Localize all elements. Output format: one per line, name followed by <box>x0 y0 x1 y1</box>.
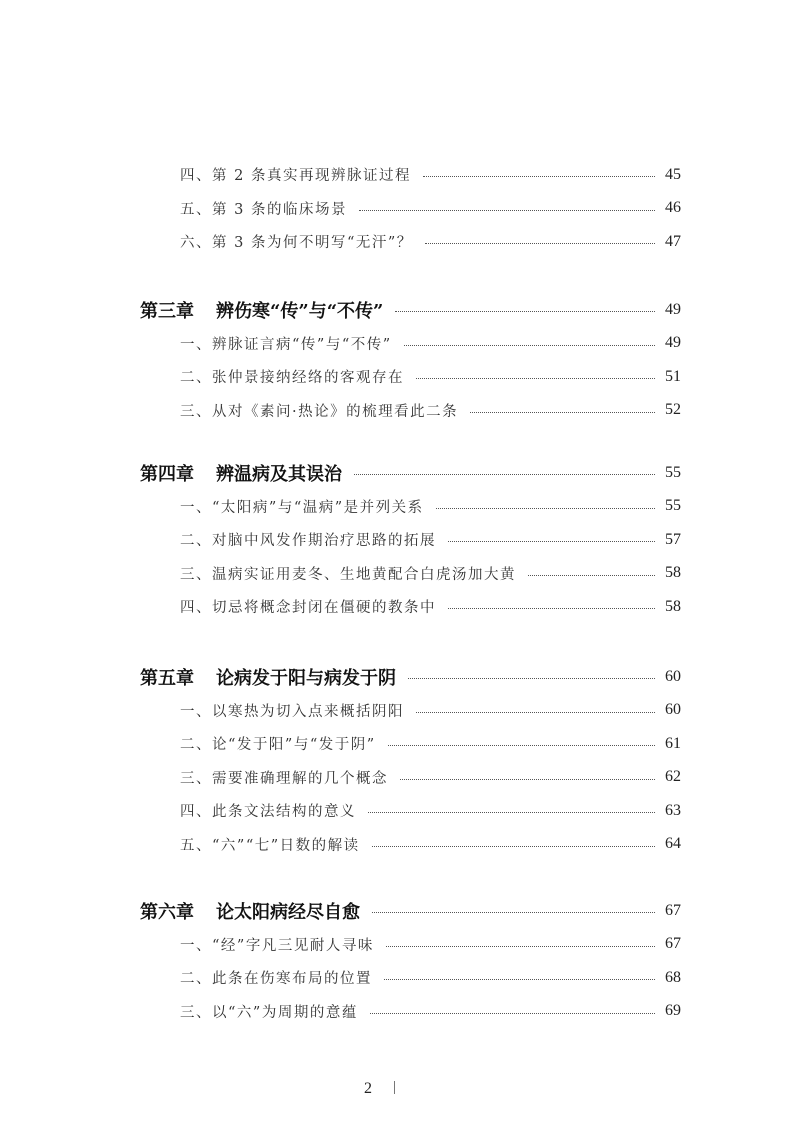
toc-section <box>140 660 681 861</box>
dot-leader <box>386 946 655 947</box>
dot-leader <box>448 541 655 542</box>
dot-leader <box>470 412 655 413</box>
entry-page: 62 <box>665 768 681 786</box>
entry-title: 一、“太阳病”与“温病”是并列关系 <box>180 499 424 516</box>
toc-entry[interactable] <box>140 158 681 192</box>
chapter-number: 第六章 <box>140 901 194 923</box>
chapter-page: 55 <box>665 463 681 481</box>
chapter-heading[interactable] <box>140 894 681 928</box>
toc-entry[interactable] <box>140 828 681 862</box>
dot-leader <box>423 176 655 177</box>
entry-title: 二、论“发于阳”与“发于阴” <box>180 737 376 754</box>
entry-page: 69 <box>665 1002 681 1020</box>
entry-title: 三、需要准确理解的几个概念 <box>180 770 388 787</box>
dot-leader <box>416 378 655 379</box>
toc-section <box>140 456 681 624</box>
toc-entry[interactable] <box>140 761 681 795</box>
dot-leader <box>384 979 655 980</box>
dot-leader <box>436 508 655 509</box>
entry-page: 68 <box>665 968 681 986</box>
entry-title: 二、对脑中风发作期治疗思路的拓展 <box>180 533 436 550</box>
entry-page: 51 <box>665 367 681 385</box>
dot-leader <box>359 210 655 211</box>
entry-page: 49 <box>665 334 681 352</box>
chapter-number: 第三章 <box>140 300 194 322</box>
entry-title: 三、温病实证用麦冬、生地黄配合白虎汤加大黄 <box>180 566 516 583</box>
toc-entry[interactable] <box>140 394 681 428</box>
entry-title: 三、以“六”为周期的意蕴 <box>180 1004 358 1021</box>
chapter-page: 67 <box>665 901 681 919</box>
entry-title: 四、此条文法结构的意义 <box>180 804 356 821</box>
toc-entry[interactable] <box>140 192 681 226</box>
page-number: 2 <box>364 1080 372 1097</box>
dot-leader <box>395 311 655 312</box>
entry-page: 47 <box>665 232 681 250</box>
entry-title: 二、张仲景接纳经络的客观存在 <box>180 370 404 387</box>
entry-title: 五、“六”“七”日数的解读 <box>180 837 360 854</box>
chapter-page: 49 <box>665 300 681 318</box>
entry-page: 63 <box>665 801 681 819</box>
dot-leader <box>408 678 655 679</box>
dot-leader <box>368 812 655 813</box>
chapter-title: 论太阳病经尽自愈 <box>216 901 360 923</box>
chapter-label <box>140 898 360 924</box>
chapter-heading[interactable] <box>140 660 681 694</box>
toc-entry[interactable] <box>140 225 681 259</box>
dot-leader <box>404 345 655 346</box>
toc-entry[interactable] <box>140 327 681 361</box>
entry-page: 52 <box>665 401 681 419</box>
dot-leader <box>448 608 655 609</box>
toc-section <box>140 293 681 427</box>
dot-leader <box>388 745 655 746</box>
dot-leader <box>416 712 655 713</box>
entry-title: 四、第 2 条真实再现辨脉证过程 <box>180 168 411 185</box>
chapter-title: 辨伤寒“传”与“不传” <box>216 300 384 322</box>
dot-leader <box>372 846 655 847</box>
toc-section <box>140 894 681 1028</box>
entry-title: 一、“经”字凡三见耐人寻味 <box>180 937 374 954</box>
entry-page: 58 <box>665 597 681 615</box>
entry-page: 46 <box>665 199 681 217</box>
toc-section <box>140 158 681 259</box>
chapter-label <box>140 664 396 690</box>
toc-entry[interactable] <box>140 694 681 728</box>
toc-entry[interactable] <box>140 995 681 1029</box>
entry-title: 二、此条在伤寒布局的位置 <box>180 971 372 988</box>
entry-title: 四、切忌将概念封闭在僵硬的教条中 <box>180 600 436 617</box>
entry-page: 61 <box>665 734 681 752</box>
entry-page: 67 <box>665 935 681 953</box>
dot-leader <box>370 1013 655 1014</box>
dot-leader <box>372 912 655 913</box>
entry-title: 五、第 3 条的临床场景 <box>180 201 347 218</box>
entry-page: 55 <box>665 497 681 515</box>
toc-entry[interactable] <box>140 490 681 524</box>
toc-entry[interactable] <box>140 928 681 962</box>
chapter-number: 第五章 <box>140 667 194 689</box>
chapter-label <box>140 460 342 486</box>
dot-leader <box>528 575 655 576</box>
toc-entry[interactable] <box>140 727 681 761</box>
chapter-label <box>140 297 383 323</box>
toc-entry[interactable] <box>140 794 681 828</box>
entry-title: 六、第 3 条为何不明写“无汗”？ <box>180 235 413 252</box>
entry-page: 60 <box>665 701 681 719</box>
chapter-heading[interactable] <box>140 456 681 490</box>
entry-page: 64 <box>665 835 681 853</box>
dot-leader <box>425 243 655 244</box>
toc-entry[interactable] <box>140 557 681 591</box>
toc-entry[interactable] <box>140 590 681 624</box>
toc-entry[interactable] <box>140 360 681 394</box>
entry-page: 45 <box>665 165 681 183</box>
chapter-title: 论病发于阳与病发于阴 <box>216 667 396 689</box>
entry-title: 一、以寒热为切入点来概括阴阳 <box>180 703 404 720</box>
dot-leader <box>400 779 655 780</box>
dot-leader <box>354 474 655 475</box>
entry-page: 58 <box>665 564 681 582</box>
chapter-title: 辨温病及其误治 <box>216 463 342 485</box>
toc-entry[interactable] <box>140 523 681 557</box>
footer-divider <box>394 1081 395 1094</box>
entry-page: 57 <box>665 530 681 548</box>
chapter-heading[interactable] <box>140 293 681 327</box>
entry-title: 三、从对《素问·热论》的梳理看此二条 <box>180 403 459 420</box>
chapter-number: 第四章 <box>140 463 194 485</box>
page-footer <box>364 1080 395 1098</box>
entry-title: 一、辨脉证言病“传”与“不传” <box>180 336 392 353</box>
chapter-page: 60 <box>665 667 681 685</box>
toc-entry[interactable] <box>140 961 681 995</box>
